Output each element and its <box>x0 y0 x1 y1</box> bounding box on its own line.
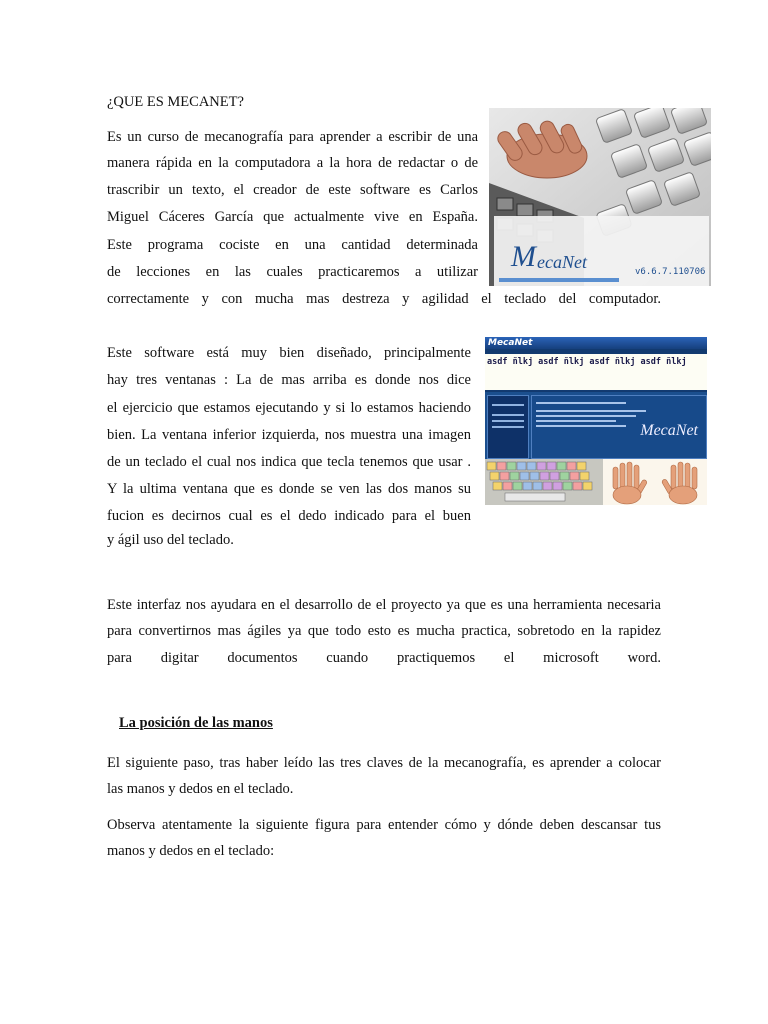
stats-panel <box>487 395 529 459</box>
hands-icon <box>603 459 707 505</box>
text-line: Este software está muy bien diseñado, principalmente <box>107 345 471 361</box>
text-line: trascribir un texto, el creador de este software es Carlos <box>107 182 478 198</box>
app-title-bar: MecaNet <box>485 337 707 349</box>
lesson-panel <box>531 395 707 459</box>
keyboard-icon <box>485 459 603 505</box>
section-title: La posición de las manos <box>119 715 273 731</box>
hands-panel <box>603 459 707 505</box>
text-line: El siguiente paso, tras haber leído las tres claves de la mecanografía, es aprender a colocar <box>107 755 661 771</box>
text-line: manos y dedos en el teclado: <box>107 843 275 859</box>
text-line: bien. La ventana inferior izquierda, nos muestra una imagen <box>107 427 471 443</box>
text-line: Es un curso de mecanografía para aprender a escribir de una <box>107 129 478 145</box>
text-line: fucion es decirnos cual es el dedo indicado para el buen <box>107 508 471 524</box>
keyboard-panel <box>485 459 603 505</box>
version-label: v6.6.7.110706 <box>635 267 706 277</box>
text-line: manera rápida en la computadora a la hora de redactar o de <box>107 155 478 171</box>
page-heading: ¿QUE ES MECANET? <box>107 94 244 110</box>
practice-text: asdf ñlkj asdf ñlkj asdf ñlkj asdf ñlkj <box>487 357 687 367</box>
app-logo: MecaNet <box>640 422 698 439</box>
text-line: Y la ultima ventana que es donde se ven las dos manos su <box>107 481 471 497</box>
text-line: las manos y dedos en el teclado. <box>107 781 294 797</box>
text-line: correctamente y con mucha mas destreza y agilidad el teclado del computador. <box>107 291 661 307</box>
practice-panel <box>485 354 707 392</box>
text-line: Observa atentamente la siguiente figura para entender cómo y dónde deben descansar tus <box>107 817 661 833</box>
text-line: Miguel Cáceres García que actualmente vive en España. <box>107 209 478 225</box>
text-line: para digitar documentos cuando practiquemos el microsoft word. <box>107 650 661 666</box>
mecanet-logo: M <box>511 240 536 273</box>
mecanet-app-screenshot <box>485 337 707 505</box>
text-line: de lecciones en las cuales practicaremos a utilizar <box>107 264 478 280</box>
keyboard-photo <box>489 108 711 286</box>
text-line: el ejercicio que estamos ejecutando y si lo estamos haciendo <box>107 400 471 416</box>
text-line: Este programa cociste en una cantidad determinada <box>107 237 478 253</box>
text-line: para convertirnos mas ágiles ya que todo esto es mucha practica, sobretodo en la rapidez <box>107 623 661 639</box>
mecanet-splash-image <box>489 108 711 286</box>
text-line: hay tres ventanas : La de mas arriba es donde nos dice <box>107 372 471 388</box>
text-line: y ágil uso del teclado. <box>107 532 234 548</box>
text-line: Este interfaz nos ayudara en el desarrollo de el proyecto ya que es una herramienta necesaria <box>107 597 661 613</box>
mecanet-logo-text: ecaNet <box>537 252 587 272</box>
text-line: de un teclado el cual nos indica que tecla tenemos que usar . <box>107 454 471 470</box>
